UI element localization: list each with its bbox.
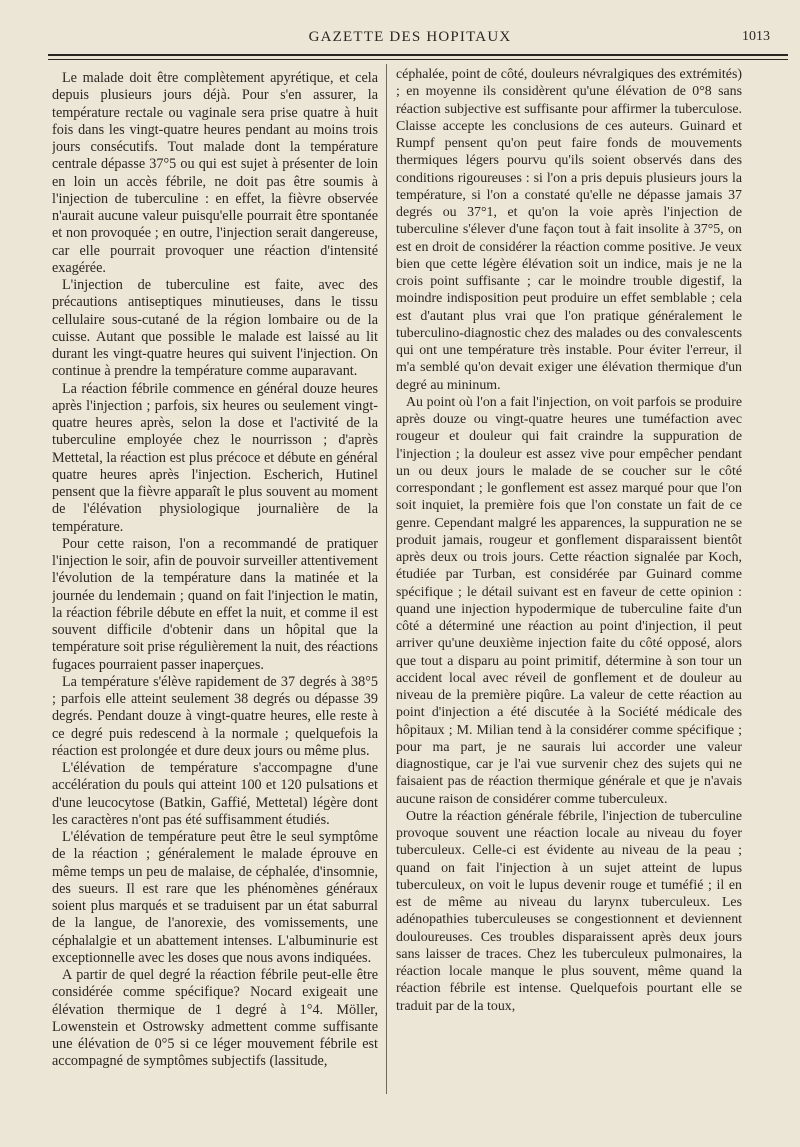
page-header — [50, 27, 770, 49]
column-divider — [386, 64, 387, 1094]
paragraph: céphalée, point de côté, douleurs névralgiques des extrémités) ; en moyenne ils considèrent qu'une élévation de 0°8 sans réaction subjective est suffisante pour affirmer la tuberculose. Claisse accepte les conclusions de ces auteurs. Guinard et Rumpf pensent qu'on peut faire fonds de mouvements thermiques légers pourvu qu'ils soient observés dans des conditions rigoureuses : si l'on a pris depuis plusieurs jours la température, si l'on a constaté qu'elle ne dépasse jamais 37 degrés ou 37°1, et qu'on la voie après l'injection de tuberculine s'élever d'une façon tout à fait insolite à 37°5, on est en droit de considérer la réaction comme positive. Je veux bien que cette légère élévation soit un indice, mais je ne la crois point suffisante ; car le moindre trouble digestif, la moindre indisposition peut produire un effet semblable ; cela est d'autant plus vrai que l'on pratique généralement le tuberculino-diagnostic chez des malades ou des convalescents qui ont une température très instable. Pour éviter l'erreur, il m'a semblé qu'on devait exiger une élévation thermique d'un degré au mininum. — [396, 67, 742, 393]
text-column-right — [396, 66, 742, 1106]
paragraph: A partir de quel degré la réaction fébrile peut-elle être considérée comme spécifique? Nocard exigeait une élévation thermique de 1 degré à 1°4. Möller, Lowenstein et Ostrowsky admettent comme suffisante une élévation de 0°5 si ce léger mouvement fébrile est accompagné de symptômes subjectifs (lassitude, — [52, 967, 378, 1070]
page-number: 1013 — [742, 29, 770, 44]
journal-title: GAZETTE DES HOPITAUX — [308, 29, 512, 45]
paragraph: Outre la réaction générale fébrile, l'injection de tuberculine provoque souvent une réaction locale au niveau du foyer tuberculeux. Celle-ci est évidente au niveau de la peau ; quand on fait l'injection à un sujet atteint de lupus tuberculeux, on voit le lupus devenir rouge et tuméfié ; il en est de même au niveau du larynx tuberculeux. Les adénopathies tuberculeuses se congestionnent et deviennent douloureuses. Ces troubles disparaissent après deux jours sans laisser de traces. Chez les tuberculeux pulmonaires, la réaction locale manque le plus souvent, même quand la réaction fébrile est intense. Quelquefois pourtant elle se traduit par de la toux, — [396, 808, 742, 1014]
paragraph: L'injection de tuberculine est faite, avec des précautions antiseptiques minutieuses, dans le tissu cellulaire sous-cutané de la région lombaire ou de la cuisse. Autant que possible le malade est laissé au lit durant les vingt-quatre heures qui suivent l'injection. On continue à prendre la température comme auparavant. — [52, 277, 378, 380]
header-rule — [48, 54, 788, 56]
header-rule-thin — [48, 59, 788, 60]
text-column-left — [52, 70, 378, 1110]
paragraph: L'élévation de température s'accompagne d'une accélération du pouls qui atteint 100 et 120 pulsations et d'une leucocytose (Batkin, Gaffié, Mettetal) légère dont les caractères n'ont pas été suffisamment étudiés. — [52, 760, 378, 828]
paragraph: L'élévation de température peut être le seul symptôme de la réaction ; généralement le malade éprouve en même temps un peu de malaise, de céphalée, d'insomnie, des sueurs. Il est rare que les phénomènes généraux soient plus marqués et se traduisent par un état saburral de la langue, de l'anorexie, des vomissements, une céphalalgie et un abattement intenses. L'albuminurie est exceptionnelle avec les doses que nous avons indiquées. — [52, 829, 378, 966]
paragraph: La température s'élève rapidement de 37 degrés à 38°5 ; parfois elle atteint seulement 38 degrés ou dépasse 39 degrés. Pendant douze à vingt-quatre heures, elle reste à ce degré puis redescend à la normale ; quelquefois la réaction est prolongée et dure deux jours ou même plus. — [52, 673, 378, 759]
paragraph: La réaction fébrile commence en général douze heures après l'injection ; parfois, six heures ou seulement vingt-quatre heures après, selon la dose et l'activité de la tuberculine employée chez le nourrisson ; d'après Mettetal, la réaction est plus précoce et débute en général quatre heures après l'injection. Escherich, Hutinel pensent que la fièvre apparaît le plus souvent au moment de l'élévation physiologique journalière de la température. — [52, 380, 378, 535]
paragraph: Au point où l'on a fait l'injection, on voit parfois se produire après douze ou vingt-quatre heures une tuméfaction avec rougeur et douleur qui fait craindre la suppuration de l'injection ; la douleur est assez vive pour empêcher pendant un ou deux jours le malade de se coucher sur le côté correspondant ; le gonflement est assez marqué pour que l'on soit inquiet, la première fois que l'on constate un fait de ce genre. Cependant malgré les apparences, la suppuration ne se produit jamais, rougeur et gonflement disparaissent bientôt après deux ou trois jours. Cette réaction signalée par Koch, étudiée par Turban, est considérée par Guinard comme spécifique ; le détail suivant est en faveur de cette opinion : quand une injection hypodermique de tuberculine faite d'un côté a déterminé une réaction au point d'injection, il peut arriver qu'une deuxième injection faite du côté opposé, alors que tout a disparu au point primitif, détermine à son tour un accident local avec réveil de gonflement et de douleur au niveau de la première piqûre. La valeur de cette réaction au point d'injection a été discutée à la Société médicale des hôpitaux ; M. Milian tend à la considérer comme spécifique ; pour ma part, je ne saurais lui accorder une valeur diagnostique, car je l'ai vue survenir chez des sujets qui ne faisaient pas de réaction thermique générale et que je n'avais aucune raison de considérer comme tuberculeux. — [396, 394, 742, 807]
paragraph: Pour cette raison, l'on a recommandé de pratiquer l'injection le soir, afin de pouvoir surveiller attentivement l'évolution de la température dans la matinée et la journée du lendemain ; quand on fait l'injection le matin, la réaction fébrile débute en effet la nuit, et comme il est souvent difficile d'obtenir dans un hôpital que la température soit prise régulièrement la nuit, des réactions fugaces pourraient passer inaperçues. — [52, 535, 378, 673]
paragraph: Le malade doit être complètement apyrétique, et cela depuis plusieurs jours déjà. Pour s'en assurer, la température rectale ou vaginale sera prise quatre à huit fois dans les vingt-quatre heures pendant au moins trois jours consécutifs. Tout malade dont la température centrale dépasse 37°5 ou qui est sujet à présenter de loin en loin un accès fébrile, ne doit pas être soumis à l'injection de tuberculine : en effet, la fièvre observée n'aurait aucune valeur puisqu'elle pourrait être spontanée et non provoquée ; en outre, l'injection serait dangereuse, car elle pourrait provoquer une réaction d'intensité exagérée. — [52, 70, 378, 276]
